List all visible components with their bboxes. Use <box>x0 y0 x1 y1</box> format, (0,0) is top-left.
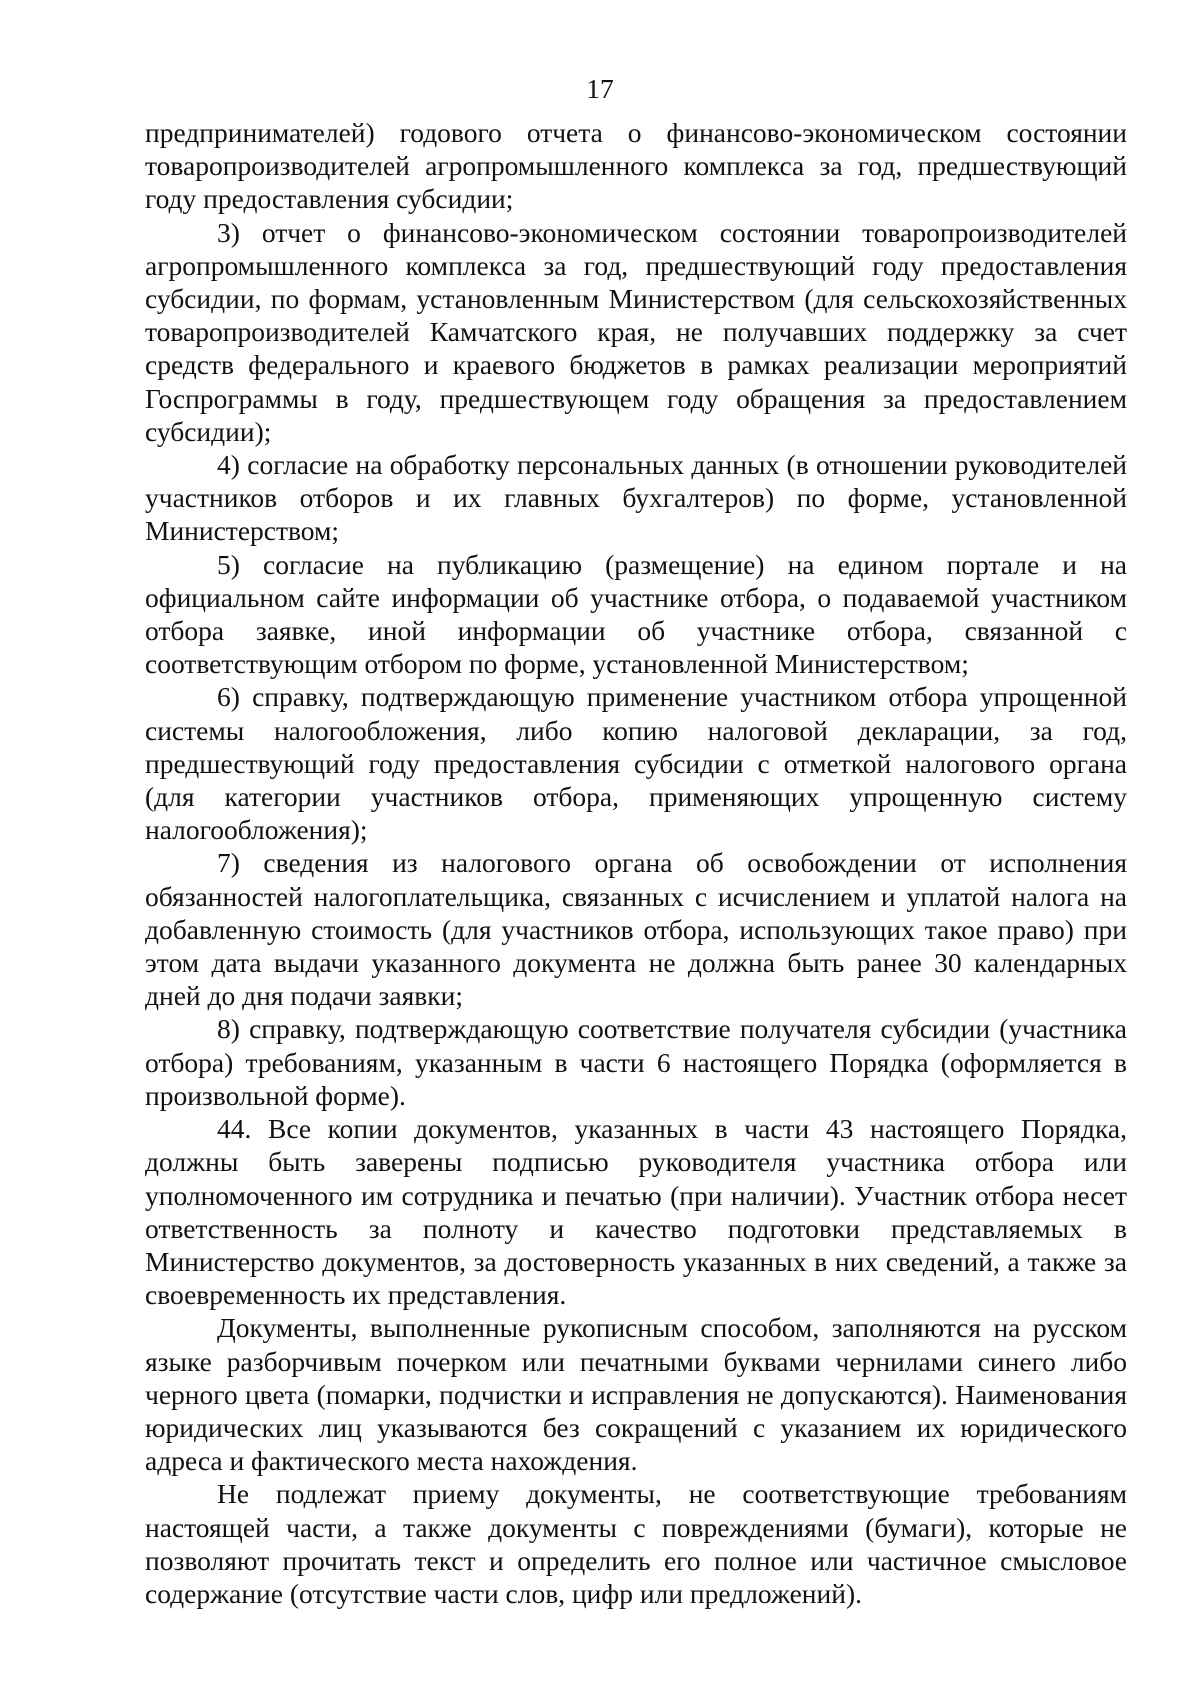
paragraph-item-5: 5) согласие на публикацию (размещение) на едином портале и на официальном сайте информации об участнике отбора, о подаваемой участником отбора заявке, иной информации об участнике отбора, связанной с соответствующим отбором по форме, установленной Министерством; <box>145 548 1127 680</box>
paragraph-rejected-documents: Не подлежат приему документы, не соответствующие требованиям настоящей части, а также документы с повреждениями (бумаги), которые не позволяют прочитать текст и определить его полное или частичное смысловое содержание (отсутствие части слов, цифр или предложений). <box>145 1478 1127 1609</box>
paragraph-item-8: 8) справку, подтверждающую соответствие получателя субсидии (участника отбора) требованиям, указанным в части 6 настоящего Порядка (оформляется в произвольной форме). <box>145 1013 1127 1111</box>
paragraph-item-4: 4) согласие на обработку персональных данных (в отношении руководителей участников отборов и их главных бухгалтеров) по форме, установленной Министерством; <box>145 449 1127 547</box>
paragraph-item-7: 7) сведения из налогового органа об освобождении от исполнения обязанностей налогоплательщика, связанных с исчислением и уплатой налога на добавленную стоимость (для участников отбора, использующих такое право) при этом дата выдачи указанного документа не должна быть ранее 30 календарных дней до дня подачи заявки; <box>145 847 1127 1012</box>
paragraph-section-44: 44. Все копии документов, указанных в части 43 настоящего Порядка, должны быть заверены подписью руководителя участника отбора или уполномоченного им сотрудника и печатью (при наличии). Участник отбора несет ответственность за полноту и качество подготовки представляемых в Министерство документов, за достоверность указанных в них сведений, а также за своевременность их представления. <box>145 1113 1127 1311</box>
paragraph-item-3: 3) отчет о финансово-экономическом состоянии товаропроизводителей агропромышленного комплекса за год, предшествующий году предоставления субсидии, по формам, установленным Министерством (для сельскохозяйственных товаропроизводителей Камчатского края, не получавших поддержку за счет средств федерального и краевого бюджетов в рамках реализации мероприятий Госпрограммы в году, предшествующем году обращения за предоставлением субсидии); <box>145 216 1127 447</box>
document-body <box>145 116 1127 1610</box>
paragraph-item-6: 6) справку, подтверждающую применение участником отбора упрощенной системы налогообложения, либо копию налоговой декларации, за год, предшествующий году предоставления субсидии с отметкой налогового органа (для категории участников отбора, применяющих упрощенную систему налогообложения); <box>145 681 1127 846</box>
paragraph-continuation: предпринимателей) годового отчета о финансово-экономическом состоянии товаропроизводителей агропромышленного комплекса за год, предшествующий году предоставления субсидии; <box>145 117 1127 215</box>
page-number: 17 <box>586 73 614 104</box>
paragraph-handwritten-documents: Документы, выполненные рукописным способом, заполняются на русском языке разборчивым почерком или печатными буквами чернилами синего либо черного цвета (помарки, подчистки и исправления не допускаются). Наименования юридических лиц указываются без сокращений с указанием их юридического адреса и фактического места нахождения. <box>145 1312 1127 1477</box>
